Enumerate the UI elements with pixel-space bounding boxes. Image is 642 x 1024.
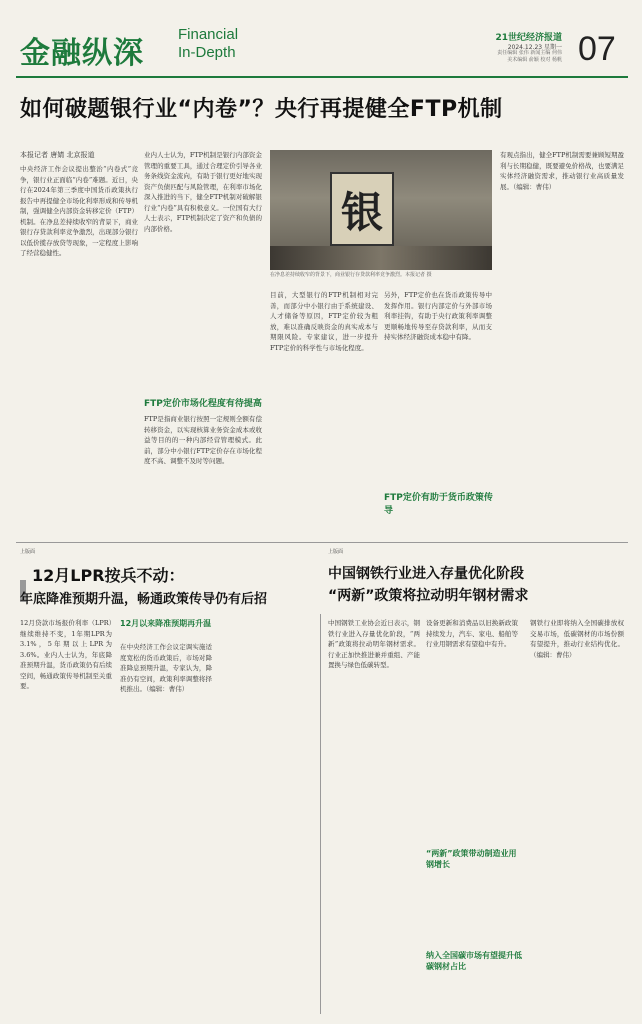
main-subhead-1: FTP定价市场化程度有待提高 [144,399,262,409]
section-subtitle-line1: Financial [178,26,239,43]
bottom-right-headline-line1: 中国钢铁行业进入存量优化阶段 [328,566,524,582]
main-article-column-5: 另外，FTP定价也在货币政策传导中发挥作用。银行内部定价与外部市场利率挂钩，有助于央行政策利率调整更顺畅地传导至存贷款利率，从而支持实体经济融资成本稳中有降。 [384,291,492,341]
bottom-right-column-2: 设备更新和消费品以旧换新政策持续发力，汽车、家电、船舶等行业用钢需求有望稳中有升。 [426,619,518,648]
bottom-right-column-3: 钢铁行业即将纳入全国碳排放权交易市场，低碳钢材的市场份额有望提升，推动行业结构优化。（编辑：曹伟） [530,619,624,659]
photo-caption: 在净息差持续收窄的背景下，商业银行存贷款利率竞争激烈。本报记者 摄 [270,272,432,278]
bottom-column-divider [320,614,321,1014]
masthead-divider [16,76,628,78]
bottom-right-headline-line2: “两新”政策将拉动明年钢材需求 [328,588,529,604]
main-article-column-1: 中央经济工作会议提出整治“内卷式”竞争，银行业正面临“内卷”难题。近日，央行在2024年第三季度中国货币政策执行报告中再提健全市场化利率形成和传导机制，强调健全内部资金转移定价（FTP）机制。在净息差持续收窄的背景下，商业银行存贷款利率竞争激烈，出现部分银行以低价揽存放贷等现象，一定程度上影响了经营稳健性。 [20,165,138,257]
bank-sign-photo [270,150,492,270]
bottom-left-headline-line1: 12月LPR按兵不动： [32,566,185,585]
main-article-column-4: 目前，大型银行的FTP机制相对完善，而部分中小银行由于系统建设、人才储备等原因，FTP定价较为粗放，难以准确反映资金的真实成本与期限风险。专家建议，进一步提升FTP定价的科学性与市场化程度。 [270,291,378,352]
photo-building-beam [270,246,492,270]
bottom-left-column-2: 在中央经济工作会议定调实施适度宽松的货币政策后，市场对降准降息预期升温，专家认为，降准仍有空间，政策利率调整将择机推出。（编辑：曹伟） [120,643,212,693]
paper-name: 21世纪经济报道 [495,33,562,43]
upper-page-divider [16,542,628,543]
bottom-right-subhead-2: 纳入全国碳市场有望提升低碳钢材占比 [426,951,522,971]
editor-credits: 责任编辑 张伟 新闻主编 何伟 美术编辑 俞颖 校对 杨帆 [497,50,562,63]
bottom-right-section-label: 上版面 [328,549,344,555]
section-title: 金融纵深 [20,36,144,71]
main-article-column-6: 有观点指出，健全FTP机制需要兼顾短期盈利与长期稳健，既要避免价格战，也要满足实体经济融资需求，推动银行业高质量发展。（编辑：曹伟） [500,151,624,191]
page-number: 07 [578,30,616,68]
bank-sign [330,172,394,246]
bottom-right-column-1: 中国钢铁工业协会近日表示，钢铁行业进入存量优化阶段，“两新”政策将拉动明年钢材需求。行业正加快推进兼并重组、产能置换与绿色低碳转型。 [328,619,420,669]
bottom-left-subhead: 12月以来降准预期再升温 [120,619,212,628]
bottom-left-section-label: 上版面 [20,549,36,555]
masthead [0,0,642,78]
bottom-right-subhead-1: “两新”政策带动制造业用钢增长 [426,849,517,869]
bank-sign-character: 银 [340,188,383,237]
section-subtitle-line2: In-Depth [178,44,236,61]
bottom-left-column-1: 12月贷款市场报价利率（LPR）继续维持不变，1年期LPR为3.1%，5年期以上LPR为3.6%。业内人士认为，年底降准预期升温，货币政策仍有后续空间，畅通政策传导机制至关重要。 [20,619,112,690]
main-subhead-2: FTP定价有助于货币政策传导 [384,493,493,516]
issue-date: 2024.12.23 星期一 [507,44,562,51]
main-headline: 如何破题银行业“内卷”？央行再提健全FTP机制 [20,97,503,122]
bottom-left-headline-line2: 年底降准预期升温，畅通政策传导仍有后招 [20,592,268,607]
main-article-column-2: 业内人士认为，FTP机制是银行内部资金管理的重要工具，通过合理定价引导各业务条线资金流向，有助于银行更好地实现资产负债匹配与风险管理，在利率市场化深入推进的当下，健全FTP机制对破解银行业“内卷”具有积极意义。一位国有大行人士表示，FTP机制决定了资产和负债的内部价格。 [144,151,262,233]
main-byline: 本报记者 唐婧 北京报道 [20,151,95,159]
section-subtitle [178,26,268,62]
main-article-column-3: FTP是指商业银行按照一定规则全额有偿转移资金，以实现核算业务资金成本或收益等目的的一种内部经营管理模式。此前，部分中小银行FTP定价存在市场化程度不高、调整不及时等问题。 [144,415,262,465]
